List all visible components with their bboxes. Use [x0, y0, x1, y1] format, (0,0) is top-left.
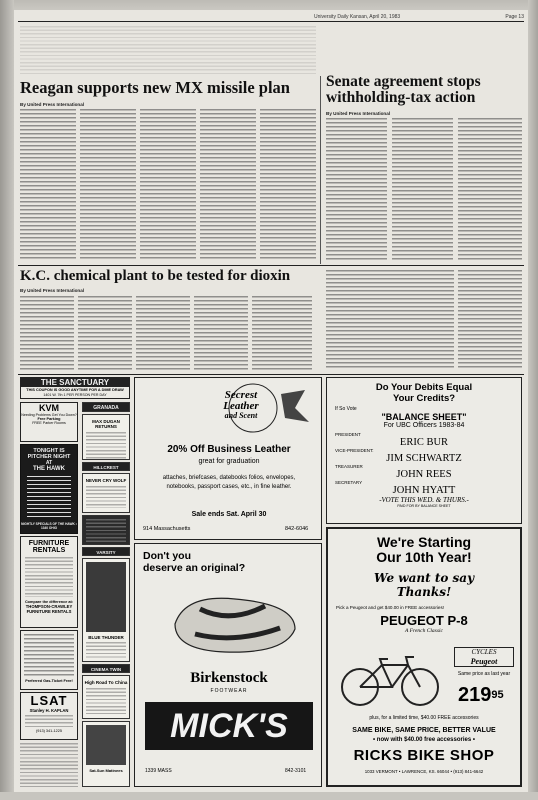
senate-column-1 [326, 118, 387, 260]
rickbike-same-price: Same price as last year [457, 671, 511, 677]
missile-column-1 [20, 109, 76, 260]
wolf-title: NEVER CRY WOLF [85, 478, 127, 483]
folio-rule [18, 21, 524, 22]
life-ad [82, 515, 130, 545]
matinee-label: Sat-Sun Matinees [89, 768, 123, 773]
hawk-line4: THE HAWK [33, 466, 65, 472]
kvm-ad [20, 402, 78, 442]
folio-paper: University Daily Kansan, April 20, 1983 [314, 14, 401, 20]
hawk-schedule [27, 476, 71, 520]
ubc-treasurer-label: TREASURER [335, 464, 363, 469]
rickbike-price [458, 685, 504, 705]
senate-headline-line1: Senate agreement stops [326, 73, 481, 90]
high-road-title: High Road To China [84, 680, 128, 685]
ubc-president-label: PRESIDENT [335, 432, 361, 437]
dioxin-column-5 [252, 296, 312, 370]
max-dugan-times [86, 432, 126, 460]
rickbike-price-cents: 95 [491, 689, 504, 701]
section-rule [18, 265, 524, 266]
folio-page: Page 13 [505, 14, 524, 20]
hawk-line3: AT [45, 460, 53, 466]
ubc-ad [326, 377, 522, 524]
sanctuary-ad [20, 377, 130, 399]
rickbike-address: 1033 VERMONT • LAWRENCE, KS. 66044 • (913) 841-6642 [364, 769, 484, 774]
senate-column-3 [458, 118, 522, 260]
rickbike-ad [326, 527, 522, 787]
high-road-times [86, 688, 126, 714]
blue-thunder-title: BLUE THUNDER [88, 635, 124, 640]
micks-phone: 842-3101 [285, 768, 307, 774]
senate-continuation-2 [326, 270, 454, 370]
birkenstock-line1: Don't you [143, 550, 191, 562]
hawk-footer: NIGHTLY SPECIALS OF THE HAWK • 1340 OHIO [21, 522, 77, 530]
senate-continuation [458, 270, 522, 370]
rickbike-headline-2: Our 10th Year! [376, 549, 472, 565]
peugeot-tag-1: CYCLES [471, 648, 497, 656]
missile-byline: By United Press International [20, 102, 85, 107]
upper-page-blank [20, 26, 316, 74]
birkenstock-line2: deserve an original? [143, 562, 246, 574]
blue-thunder-times [86, 642, 126, 658]
birkenstock-headline [143, 550, 271, 574]
birkenstock-brand: Birkenstock [190, 670, 268, 686]
hillcrest-header: HILLCREST [82, 462, 130, 471]
rickbike-accessories: plus, for a limited time, $40.00 FREE accessories [369, 715, 479, 721]
lsat-phone: (913) 341-1225 [36, 729, 62, 733]
dioxin-byline: By United Press International [20, 288, 85, 293]
rickbike-model: PEUGEOT P-8 [380, 613, 468, 628]
missile-column-3 [140, 109, 196, 260]
hawk-ad [20, 444, 78, 534]
ubc-president: ERIC BUR [399, 437, 449, 448]
sanctuary-coupon: THIS COUPON IS GOOD ANYTIME FOR A DIME DRAW [26, 388, 124, 392]
dioxin-column-3 [136, 296, 190, 370]
secrest-offer-sub: great for graduation [198, 458, 260, 465]
secrest-name-1: Secrest [224, 389, 258, 401]
newspaper-page [14, 10, 528, 792]
ubc-secretary: JOHN HYATT [392, 485, 456, 496]
secrest-ad [134, 377, 322, 540]
granada-header: GRANADA [82, 402, 130, 412]
birkenstock-ad [134, 543, 322, 787]
high-road-ad [82, 675, 130, 719]
dioxin-column-1 [20, 296, 74, 370]
ubc-vp-label: VICE-PRESIDENT: [335, 448, 374, 453]
ubc-vote-intro: If So Vote [335, 406, 357, 412]
furniture-title-2: RENTALS [32, 547, 66, 554]
column-divider [320, 76, 321, 264]
bicycle-icon [336, 651, 446, 709]
dioxin-column-4 [194, 296, 248, 370]
varsity-header: VARSITY [82, 547, 130, 556]
ad-section-rule [18, 374, 524, 375]
secrest-items: attaches, briefcases, datebooks folios, envelopes, notebooks, passport cases, etc., in fine leather. [162, 475, 296, 490]
furniture-name-1: THOMPSON-CRAWLEY [25, 604, 73, 609]
ubc-paid: PAID FOR BY BALANCE SHEET [397, 504, 451, 508]
secrest-sale: Sale ends Sat. April 30 [191, 511, 267, 518]
scanner-right-edge [528, 0, 538, 800]
kvm-line3: FREE Parker Rooms [32, 421, 66, 425]
peugeot-tag-2: Peugeot [470, 657, 498, 666]
furniture-title-1: FURNITURE [28, 540, 70, 547]
ubc-dates: -VOTE THIS WED. & THURS.- [379, 496, 469, 504]
blue-thunder-image [86, 562, 126, 632]
missile-headline: Reagan supports new MX missile plan [20, 78, 290, 97]
ubc-title-2: Your Credits? [392, 393, 456, 404]
rickbike-shop-name: RICKS BIKE SHOP [353, 747, 495, 764]
ubc-treasurer: JOHN REES [396, 469, 452, 480]
ubc-slate: "BALANCE SHEET" [381, 412, 467, 422]
rickbike-slogan-sub: • now with $40.00 free accessories • [373, 737, 475, 743]
senate-byline: By United Press International [326, 111, 391, 116]
missile-column-2 [80, 109, 136, 260]
scanner-left-edge [0, 0, 14, 800]
kvm-line2: Free Parking [37, 417, 61, 421]
ubc-for: For UBC Officers 1983-84 [383, 422, 465, 429]
lsat-copy [25, 715, 73, 727]
dioxin-column-2 [78, 296, 132, 370]
life-copy [86, 519, 126, 543]
sanctuary-title: THE SANCTUARY [21, 378, 129, 387]
furniture-ad [20, 536, 78, 628]
secrest-name-2: Leather [223, 400, 259, 412]
furniture-copy [25, 557, 73, 597]
lsat-ad [20, 692, 78, 740]
rickbike-pick: Pick a Peugeot and get $40.00 in FREE accessories! [336, 605, 445, 610]
scanner-bottom-edge [0, 792, 538, 800]
crossword-grid [24, 634, 74, 676]
crossword-ad [20, 630, 78, 690]
rickbike-model-sub: A French Classic [405, 628, 443, 634]
crossword-header: Preferred Gas-Ticket Free! [25, 679, 73, 683]
kvm-logo: KVM [39, 403, 59, 413]
cinema-twin-header: CINEMA TWIN [82, 664, 130, 673]
lsat-title: LSAT [30, 693, 68, 708]
matinee-ad [82, 721, 130, 787]
lsat-sub: Stanley H. KAPLAN [29, 708, 69, 713]
sandal-icon [155, 584, 305, 664]
peugeot-tag [454, 647, 514, 667]
wolf-ad [82, 473, 130, 513]
rickbike-script: We want to say Thanks! [373, 571, 475, 599]
ubc-title-1: Do Your Debits Equal [375, 382, 473, 393]
max-dugan-ad [82, 414, 130, 460]
kvm-line1: Needing Problems Get You Down? [21, 413, 77, 417]
secrest-phone: 842-6046 [285, 526, 309, 532]
secrest-name [191, 390, 291, 420]
furniture-name-2: FURNITURE RENTALS [26, 609, 72, 614]
micks-logo: MICK'S [145, 702, 313, 750]
rickbike-slogan: SAME BIKE, SAME PRICE, BETTER VALUE [352, 727, 496, 734]
ubc-secretary-label: SECRETARY [335, 480, 363, 485]
secrest-offer: 20% Off Business Leather [167, 444, 291, 455]
rickbike-price-dollars: 219 [458, 684, 492, 706]
birkenstock-brand-sub: FOOTWEAR [210, 688, 248, 694]
micks-address: 1339 MASS [145, 768, 172, 774]
rickbike-headline-1: We're Starting [376, 534, 472, 550]
senate-headline [326, 74, 524, 105]
secrest-name-3: and Scent [224, 411, 258, 420]
matinee-image [86, 725, 126, 765]
ubc-vp: JIM SCHWARTZ [386, 453, 462, 464]
secrest-address: 914 Massachusetts [143, 526, 191, 532]
missile-column-5 [260, 109, 316, 260]
wolf-times [86, 486, 126, 508]
folio-line [314, 14, 524, 20]
sanctuary-footer: 1401 W. 7th 1 PER PERSON PER DAY [43, 393, 107, 397]
senate-column-2 [392, 118, 453, 260]
small-classifieds [20, 743, 78, 787]
senate-headline-line2: withholding-tax action [326, 88, 476, 106]
missile-column-4 [200, 109, 256, 260]
max-dugan-title: MAX DUGAN RETURNS [92, 419, 120, 429]
furniture-cta: Compare the difference at: [24, 600, 74, 604]
hawk-line1: TONIGHT IS [33, 448, 65, 454]
blue-thunder-ad [82, 558, 130, 662]
dioxin-headline: K.C. chemical plant to be tested for dioxin [20, 268, 291, 284]
hawk-line2: PITCHER NIGHT [27, 454, 71, 460]
